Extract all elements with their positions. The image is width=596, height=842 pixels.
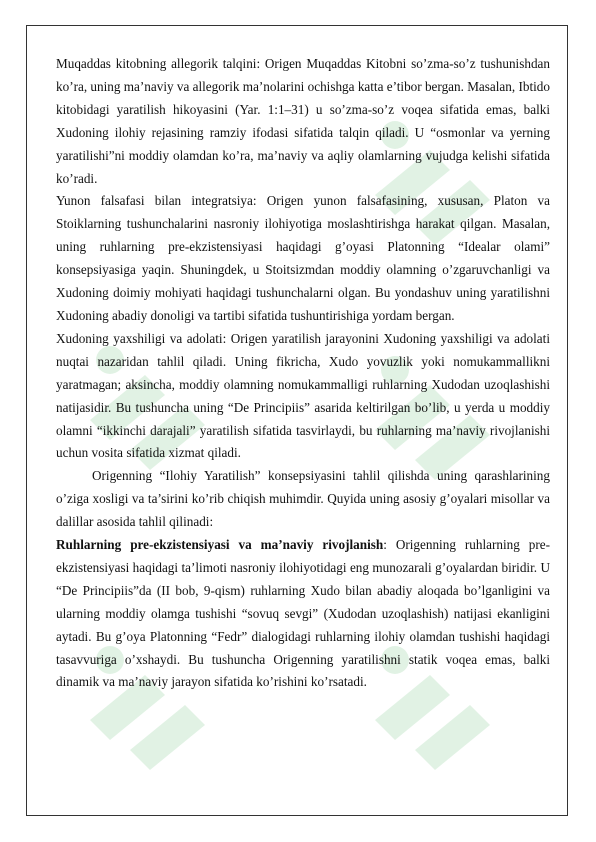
paragraph-body-text: : Origenning ruhlarning pre-ekzistensiyasi haqidagi ta’limoti nasroniy ilohiyotidagi eng munozarali g’oyalardan biridir. U “De Principiis”da (II bob, 9-qism) ruhlarning Xudo bilan abadiy aloqada bo’lganligini va ularning moddiy olamga tushishi “sovuq sevgi” (Xudodan uzoqlashish) natijasi ekanligini aytadi. Bu g’oya Platonning “Fedr” dialogidagi ruhlarning ilohiy olamdan tushishi haqidagi tasavvuriga o’xshaydi. Bu tushuncha Origenning yaratilishni statik voqea emas, balki dinamik va ma’naviy jarayon sifatida ko’rishini ko’rsatadi. (56, 537, 550, 690)
paragraph-greek-philosophy: Yunon falsafasi bilan integratsiya: Origen yunon falsafasining, xususan, Platon va Stoiklarning tushunchalarini nasroniy ilohiyotiga moslashtirishga harakat qilgan. Masalan, uning ruhlarning pre-ekzistensiyasi haqidagi g’oyasi Platonning “Idealar olami” konsepsiyasiga yaqin. Shuningdek, u Stoitsizmdan moddiy olamning o’zgaruvchanligi va Xudoning doimiy mohiyati haqidagi tushunchalarni olgan. Bu yondashuv uning yaratilishni Xudoning abadiy donoligi va tartibi sifatida tushuntirishiga yordam bergan. (56, 193, 550, 323)
paragraph-analysis-intro: Origenning “Ilohiy Yaratilish” konsepsiyasini tahlil qilishda uning qarashlarining o’ziga xosligi va ta’sirini ko’rib chiqish muhimdir. Quyida uning asosiy g’oyalari misollar va dalillar asosida tahlil qilinadi: (56, 468, 550, 530)
paragraph-bold-lead: Ruhlarning pre-ekzistensiyasi va ma’naviy rivojlanish (56, 537, 384, 553)
paragraph-goodness-justice: Xudoning yaxshiligi va adolati: Origen yaratilish jarayonini Xudoning yaxshiligi va adolati nuqtai nazaridan tahlil qiladi. Uning fikricha, Xudo yovuzlik yoki nomukammallikni yaratmagan; aksincha, moddiy olamning nomukammalligi ruhlarning Xudodan uzoqlashishi natijasidir. Bu tushuncha uning “De Principiis” asarida keltirilgan bo’lib, u yerda u moddiy olamni “ikkinchi darajali” yaratilish sifatida tasvirlaydi, bu ruhlarning ma’naviy rivojlanishi uchun vosita sifatida xizmat qiladi. (56, 330, 550, 461)
paragraph-allegorical-interpretation: Muqaddas kitobning allegorik talqini: Origen Muqaddas Kitobni so’zma-so’z tushunishdan ko’ra, uning ma’naviy va allegorik ma’nolarini ochishga katta e’tibor bergan. Masalan, Ibtido kitobidagi yaratilish hikoyasini (Yar. 1:1–31) u so’zma-so’z voqea sifatida emas, balki Xudoning ilohiy rejasining ramziy ifodasi sifatida talqin qiladi. U “osmonlar va yerning yaratilishi”ni moddiy olamdan ko’ra, ma’naviy va aqliy olamlarning vujudga kelishi sifatida ko’radi. (56, 56, 550, 186)
document-body (56, 53, 550, 694)
paragraph-pre-existence (56, 534, 550, 694)
